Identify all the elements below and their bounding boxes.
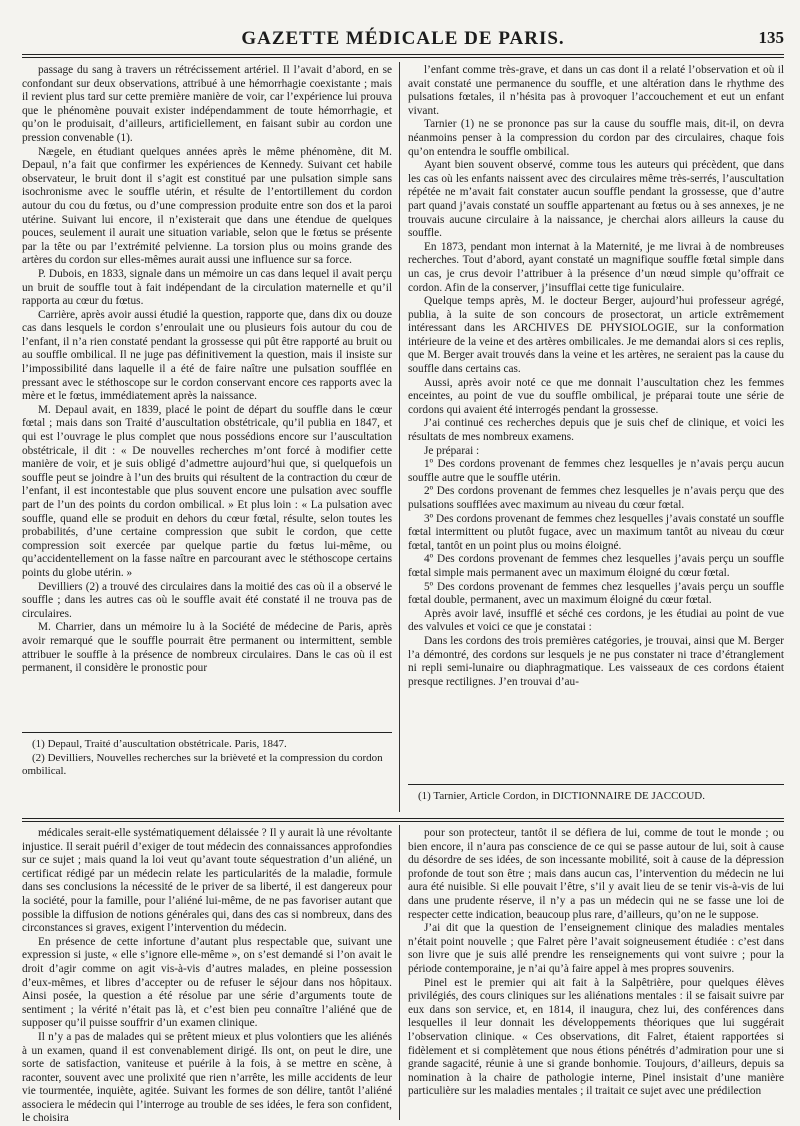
- paragraph: 5º Des cordons provenant de femmes chez lesquelles j’avais perçu un souffle fœtal double, permanent, avec un maximum éloigné du cœur fœtal.: [408, 580, 784, 607]
- paragraph: passage du sang à travers un rétrécissement artériel. Il l’avait d’abord, en se confondant sur deux observations, attribué à une hémorrhagie coexistante ; mais il revient plus tard sur cette première manière de voir, car l’expérience lui prouva que le phénomène pouvait exister indépendamment de toute hémorrhagie, et qu’on le produisait, d’ailleurs, artificiellement, en faisant subir au cordon une pression convenable (1).: [22, 64, 392, 144]
- paragraph: Ayant bien souvent observé, comme tous les auteurs qui précèdent, que dans les cas où les enfants naissent avec des circulaires même très-serrés, l’auscultation répétée ne m’avait fait constater aucun souffle pendant la grossesse, que d’autre part quand j’avais constaté un souffle appartenant au fœtus ou à ses annexes, je ne trouvais aucune circulaire à la naissance, je cherchai alors ailleurs la cause du souffle.: [408, 159, 784, 240]
- footnote-separator: [22, 732, 392, 733]
- paragraph: Dans les cordons des trois premières catégories, je trouvai, ainsi que M. Berger l’a démontré, des cordons sur lesquels je ne pus constater ni trace d’étranglement ni repli semi-lunaire ou diaphragmatique. Les vaisseaux de ces cordons étaient presque rectilignes. J’en trouvai d’au-: [408, 634, 784, 688]
- header-rule-thin: [22, 57, 784, 58]
- paragraph: Quelque temps après, M. le docteur Berger, aujourd’hui professeur agrégé, publia, à la suite de son concours de prosectorat, un article extrêmement intéressant dans les ARCHIVES DE PHYSIOLOGIE, sur la conformation intérieure de la veine et des artères ombilicales. Je me demandai alors si ces replis, que M. Berger avait trouvés dans la veine et les artères, ne seraient pas la cause du souffle dans certains cas.: [408, 295, 784, 376]
- column-divider: [399, 62, 400, 812]
- journal-title: GAZETTE MÉDICALE DE PARIS.: [241, 28, 565, 49]
- paragraph: J’ai continué ces recherches depuis que je suis chef de clinique, et voici les résultats de mes nombreux examens.: [408, 417, 784, 444]
- page-header: [22, 28, 784, 50]
- paragraph: médicales serait-elle systématiquement délaissée ? Il y aurait là une révoltante injustice. Il serait puéril d’exiger de tout médecin des connaissances approfondies sur ce sujet ; mais quand la loi veut qu’avant toute séquestration d’un aliéné, un certificat rédigé par un médecin relate les particularités de la maladie, formule dans ses conclusions la nécessité de le priver de sa liberté, il est dangereux pour la société, pour la famille, pour l’aliéné lui-même, de ne pas favoriser autant que possible la diffusion de notions générales qui, dans des cas si nombreux, dans des circonstances si graves, exigent l’intervention du médecin.: [22, 827, 392, 935]
- paragraph: J’ai dit que la question de l’enseignement clinique des maladies mentales n’était point nouvelle ; que Falret père l’avait soigneusement étudiée : c’est dans son livre que je suis allé prendre les renseignements qui vont suivre ; pour la période contemporaine, je n’ai qu’à faire appel à mes propres souvenirs.: [408, 922, 784, 975]
- footnote-separator: [408, 784, 784, 785]
- paragraph: P. Dubois, en 1833, signale dans un mémoire un cas dans lequel il avait perçu un bruit de souffle tout à fait indépendant de la circulation maternelle et qu’il rapporta au cœur du fœtus.: [22, 267, 392, 308]
- section-rule: [22, 818, 784, 819]
- paragraph: Je préparai :: [424, 444, 480, 457]
- paragraph: Après avoir lavé, insufflé et séché ces cordons, je les étudiai au point de vue des valvules et voici ce que je constatai :: [408, 607, 784, 634]
- bottom-column-divider: [399, 825, 400, 1120]
- paragraph: M. Charrier, dans un mémoire lu à la Société de médecine de Paris, après avoir remarqué que le souffle pourrait être permanent ou intermittent, semble attribuer le souffle à la présence de nombreux circulaires. Dans le cas où il est permanent, il considère le pronostic pour: [22, 621, 392, 675]
- right-column: [408, 64, 784, 764]
- paragraph: pour son protecteur, tantôt il se défiera de lui, comme de tout le monde ; ou bien encore, il n’aura pas conscience de ce qui se passe autour de lui, soit à cause du désordre de ses idées, de son incessante mobilité, soit à cause de la dépression profonde de tout son être ; mais dans aucun cas, l’intervention du médecin ne lui aura été nuisible. Si elle pouvait l’être, s’il y avait lieu de se tenir vis-à-vis de lui dans une prudente réserve, il n’y a pas un médecin qui ne se fasse une loi de respecter cette indication, beaucoup plus rare, d’ailleurs, qu’on ne le suppose.: [408, 827, 784, 921]
- page-number: 135: [758, 28, 784, 47]
- paragraph: Tarnier (1) ne se prononce pas sur la cause du souffle mais, dit-il, on devra néanmoins penser à la compression du cordon par des circulaires, chaque fois qu’on entendra le souffle ombilical.: [408, 118, 784, 158]
- footnotes-left: [22, 732, 392, 812]
- paragraph: 3º Des cordons provenant de femmes chez lesquelles j’avais constaté un souffle fœtal intermittent ou plutôt fugace, avec un maximum tantôt au niveau du cœur fœtal, tantôt en un point plus ou moins éloigné.: [408, 512, 784, 552]
- paragraph: 4º Des cordons provenant de femmes chez lesquelles j’avais perçu un souffle fœtal simple mais permanent avec un maximum éloigné du cœur fœtal.: [408, 553, 784, 579]
- section-rule-thin: [22, 821, 784, 822]
- paragraph: Carrière, après avoir aussi étudié la question, rapporte que, dans dix ou douze cas dans lesquels le cordon s’enroulait une ou plusieurs fois autour du cou de l’enfant, il n’a rien constaté pendant la grossesse qui pût être rapporté au bruit ou au souffle ombilical. Il ne juge pas définitivement la question, mais il insiste sur l’impossibilité dans laquelle il a été de faire naître une pulsation soufflée en pressant avec le stéthoscope sur le cordon conservant encore ces rapports avec la mère et le fœtus, immédiatement après la naissance.: [22, 308, 392, 403]
- paragraph: 1º Des cordons provenant de femmes chez lesquelles je n’avais perçu aucun souffle autre que le souffle utérin.: [408, 458, 784, 484]
- footnotes-right: [408, 784, 784, 812]
- paragraph: l’enfant comme très-grave, et dans un cas dont il a relaté l’observation et où il avait constaté une permanence du souffle, et une altération dans le rhythme des pulsations fœtales, il n’hésita pas à provoquer l’accouchement et eut un enfant vivant.: [408, 64, 784, 117]
- paragraph: Pinel est le premier qui ait fait à la Salpêtrière, pour quelques élèves privilégiés, des cours cliniques sur les aliénations mentales : il se faisait suivre par eux dans son service, et, en 1814, il inaugura, chez lui, des conférences dans lesquelles il leur donnait les développements théoriques que lui suggérait l’observation clinique. « Ces observations, dit Falret, étaient rapportées si fidèlement et si complètement que nous étions pénétrés d’admiration pour une si grande sagacité, réunie à une si grande bonhomie. Toujours, d’ailleurs, depuis sa nomination à la chaire de pathologie interne, Pinel insistait d’une manière particulière sur les maladies mentales ; il traitait ce sujet avec une prédilection: [408, 976, 784, 1098]
- paragraph: En 1873, pendant mon internat à la Maternité, je me livrai à de nombreuses recherches. Tout d’abord, ayant constaté un magnifique souffle fœtal simple dans un cas, je crus devoir l’attribuer à la présence d’un nœud simple qu’offrait ce cordon. Afin de la conserver, j’insufflai cette tige funiculaire.: [408, 240, 784, 294]
- bottom-right-column: [408, 827, 784, 1117]
- paragraph: M. Depaul avait, en 1839, placé le point de départ du souffle dans le cœur fœtal ; mais dans son Traité d’auscultation obstétricale, qu’il publia en 1847, et qui est l’ouvrage le plus complet que nous possédions encore sur l’auscultation obstétricale, il dit : « De nouvelles recherches m’ont forcé à modifier cette manière de voir, et je suis obligé d’admettre aujourd’hui que, si quelquefois un souffle peut se joindre à l’un des bruits qui résultent de la contraction du cœur de l’enfant, il est incontestable que plus souvent encore une pulsation avec souffle part de l’un des points du cordon ombilical. » Et plus loin : « La pulsation avec souffle, quand elle se produit en dehors du cœur fœtal, résulte, selon toutes les probabilités, d’une certaine compression que subit le cordon, que cette compression soit exercée par quelque partie du fœtus lui-même, ou qu’accidentellement on la fasse naître en parcourant avec le stéthoscope certains points du globe utérin. »: [22, 403, 392, 579]
- paragraph: Aussi, après avoir noté ce que me donnait l’auscultation chez les femmes enceintes, au point de vue du souffle ombilical, je préparai toute une série de cordons qui avaient été interrogés pendant la grossesse.: [408, 376, 784, 416]
- footnote: (1) Depaul, Traité d’auscultation obstétricale. Paris, 1847.: [32, 738, 287, 750]
- footnote: (1) Tarnier, Article Cordon, in DICTIONNAIRE DE JACCOUD.: [418, 790, 705, 802]
- paragraph: 2º Des cordons provenant de femmes chez lesquelles je n’avais perçu que des pulsations soufflées avec maximum au niveau du cœur fœtal.: [408, 485, 784, 511]
- paragraph: Il n’y a pas de malades qui se prêtent mieux et plus volontiers que les aliénés à un examen, quand il est convenablement dirigé. Ils ont, on peut le dire, une sorte de satisfaction, vaniteuse et puérile à la fois, à se mettre en scène, à raconter, souvent avec une prolixité que rien n’arrête, les mille accidents de leur vie tourmentée, inquiète, agitée. Suivant les formes de son délire, tantôt l’aliéné associera le médecin qui l’interroge au trouble de ses idées, le fera son confident, le choisira: [22, 1030, 392, 1125]
- bottom-left-column: [22, 827, 392, 1125]
- paragraph: Nægele, en étudiant quelques années après le même phénomène, dit M. Depaul, n’a fait que confirmer les expériences de Kennedy. Suivant cet habile observateur, le bruit dont il s’agit est constitué par une pulsation simple sans isochronisme avec le souffle utérin, et résulte de l’entortillement du cordon autour du cou du fœtus, ou d’une compression produite entre son dos et la paroi utérine. Suivant lui encore, il n’existerait que dans une étendue de quelques pouces, seulement il aurait une situation variable, selon que le fœtus se présente par la tête ou par l’extrémité pelvienne. La torsion plus ou moins grande des artères du cordon sur elles-mêmes aurait aussi une influence sur sa force.: [22, 145, 392, 267]
- footnote: (2) Devilliers, Nouvelles recherches sur la brièveté et la compression du cordon ombilical.: [22, 751, 383, 777]
- left-column: [22, 64, 392, 724]
- header-rule: [22, 54, 784, 55]
- paragraph: Devilliers (2) a trouvé des circulaires dans la moitié des cas où il a observé le souffle ; dans les autres cas où le souffle avait été constaté il ne trouva pas de circulaires.: [22, 580, 392, 620]
- paragraph: En présence de cette infortune d’autant plus respectable que, suivant une expression si juste, « elle s’ignore elle-même », on s’est demandé si l’on avait le droit d’agir comme on agit vis-à-vis d’autres malades, en pleine possession d’eux-mêmes, et libres d’accepter ou de refuser le séjour dans nos hôpitaux. Ainsi posée, la question a été résolue par une série d’arguments toute de sentiment ; la vérité n’était pas là, et c’est bien peu connaître l’aliéné que de supposer qu’il puisse souffrir d’un examen clinique.: [22, 935, 392, 1030]
